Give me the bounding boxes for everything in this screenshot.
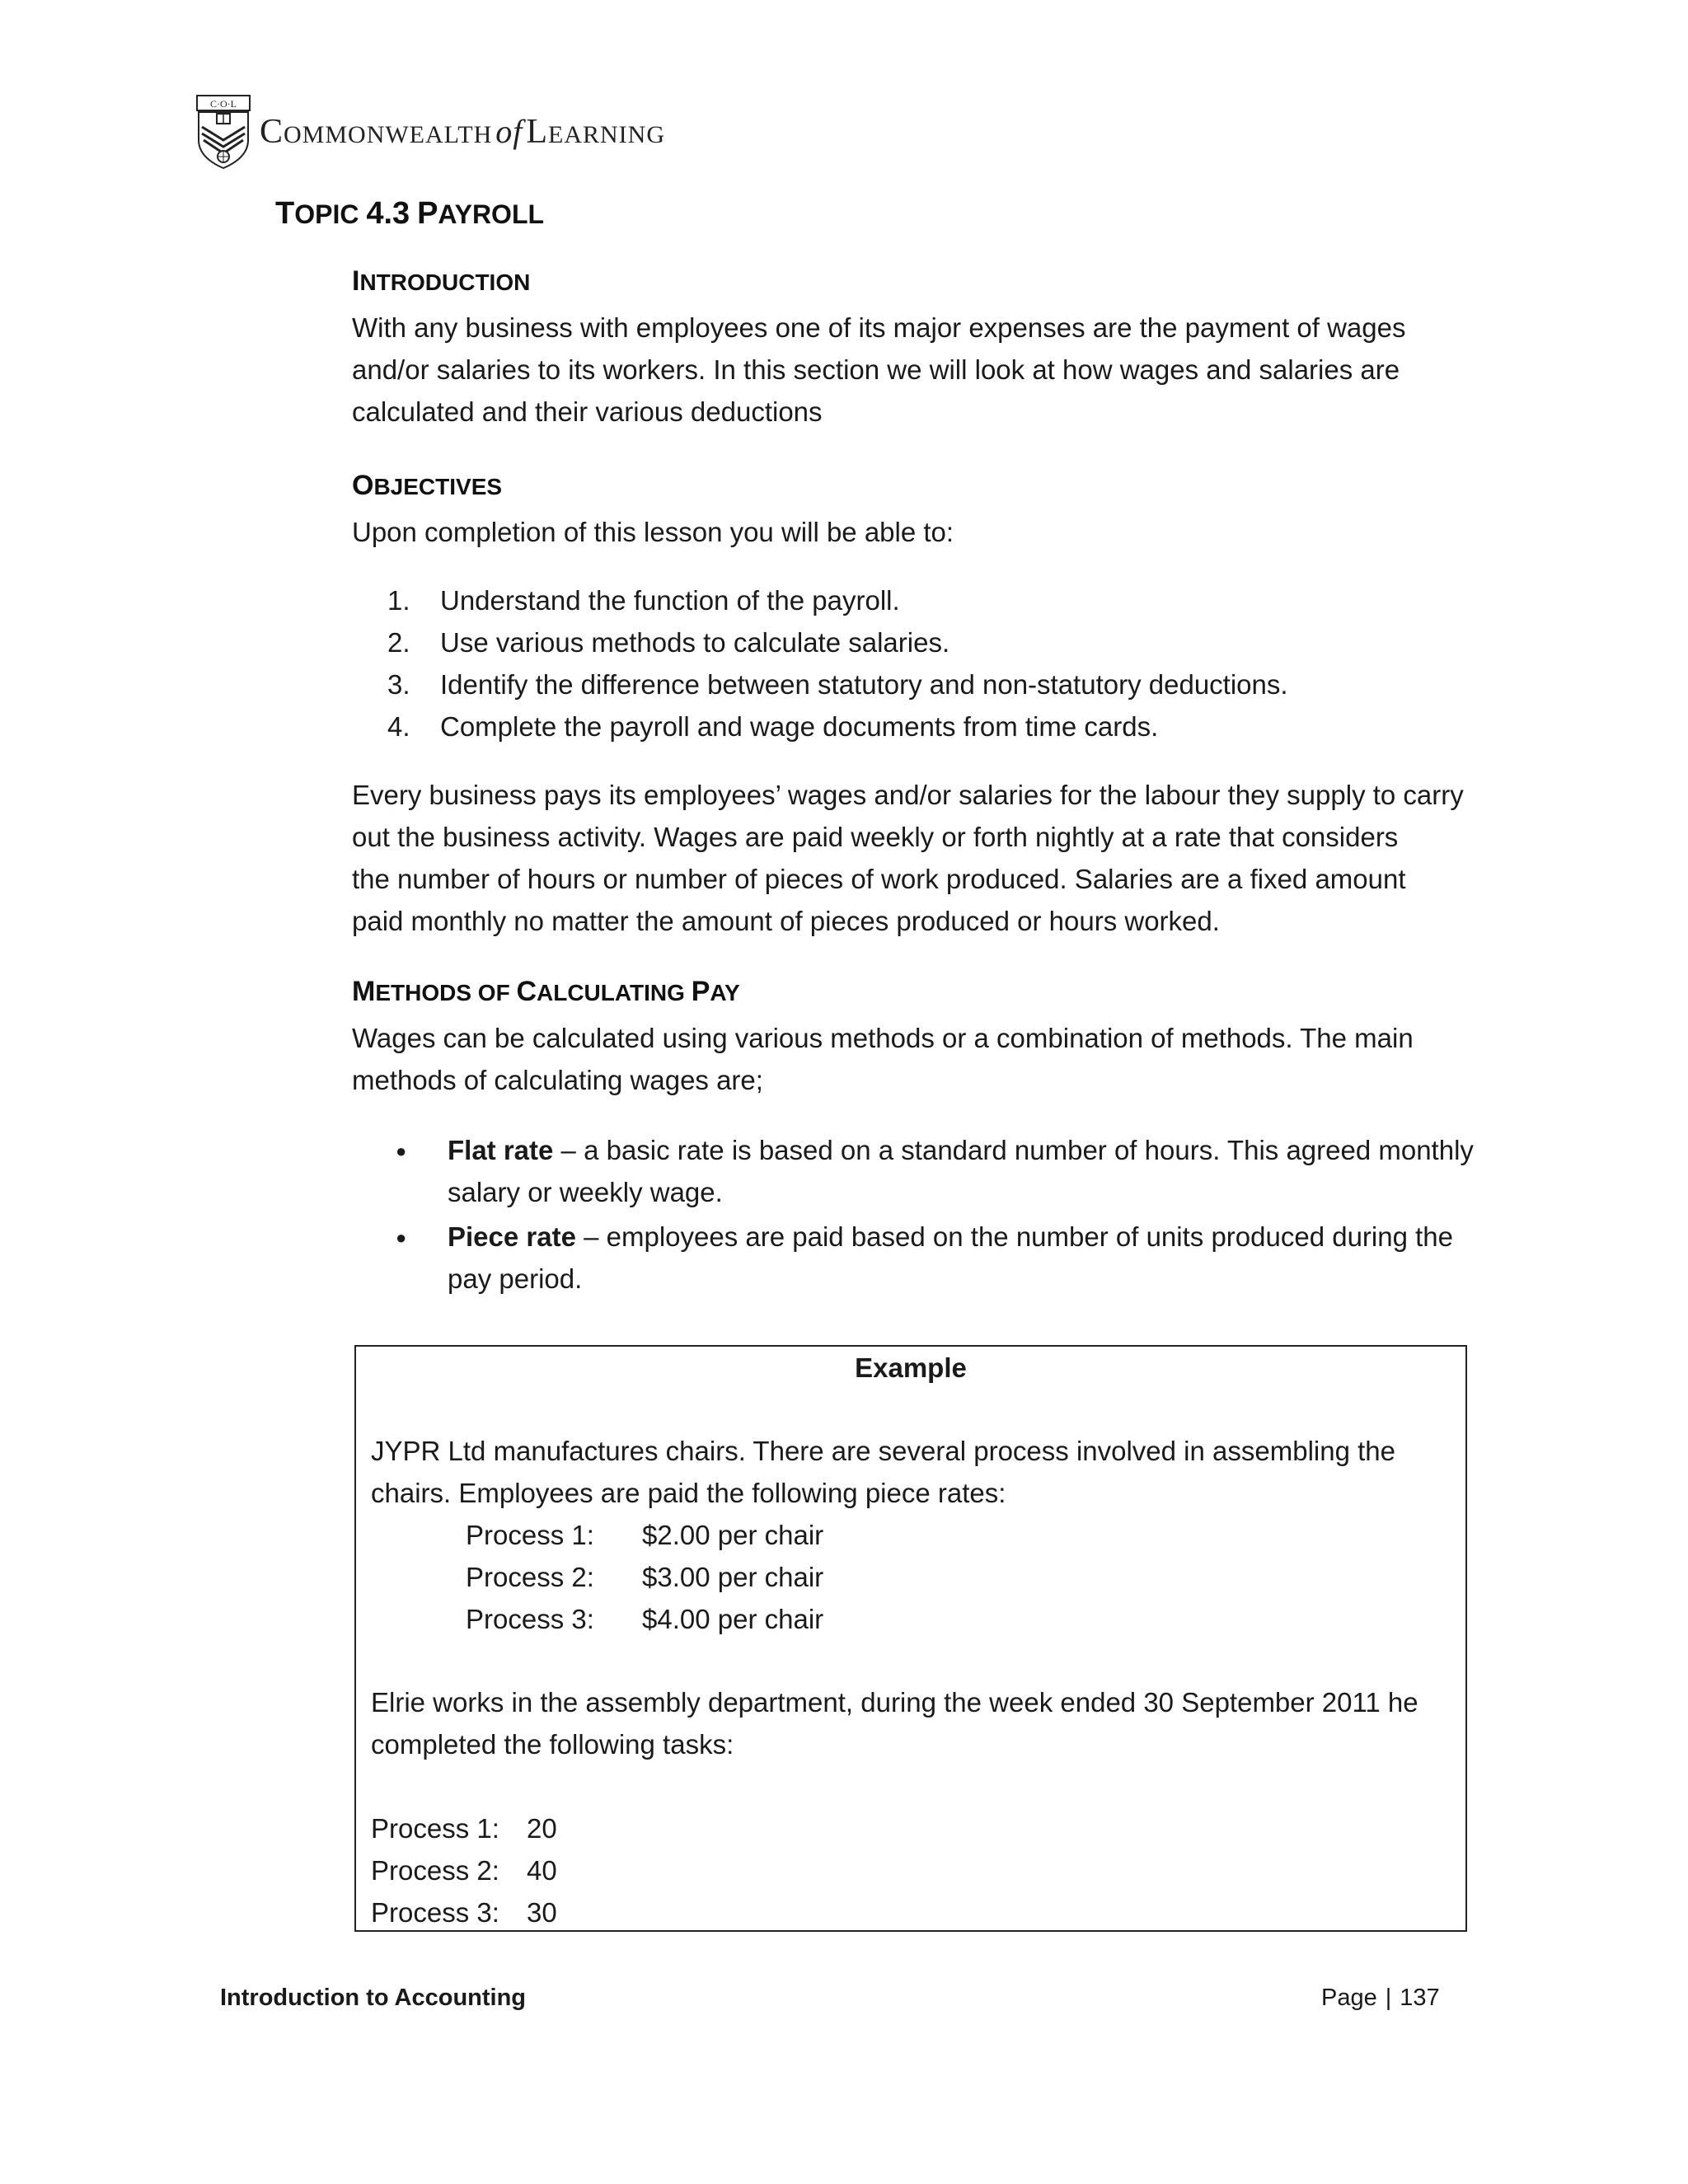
rate-row: Process 2: $3.00 per chair: [466, 1562, 824, 1592]
text-line: Wages can be calculated using various methods or a combination of methods. The main: [352, 1023, 1414, 1053]
rate-row: Process 1: $2.00 per chair: [466, 1520, 824, 1550]
text-line: the number of hours or number of pieces of work produced. Salaries are a fixed amount: [352, 864, 1406, 894]
text-line: Every business pays its employees’ wages and/or salaries for the labour they supply to carry: [352, 780, 1464, 810]
example-title: Example: [855, 1352, 967, 1383]
text-line: With any business with employees one of its major expenses are the payment of wages: [352, 312, 1406, 343]
example-box: [354, 1345, 1467, 1932]
logo-wordmark: COMMONWEALTH ofLEARNING: [260, 113, 666, 151]
methods-paragraph: [352, 1017, 1473, 1101]
list-item: 4. Complete the payroll and wage documents from time cards.: [387, 711, 1159, 742]
list-item: 2. Use various methods to calculate salaries.: [387, 627, 950, 658]
list-item: ● Flat rate – a basic rate is based on a standard number of hours. This agreed monthly salary or weekly wage.: [396, 1129, 1475, 1213]
footer-course-title: Introduction to Accounting: [220, 1985, 527, 2011]
text-line: completed the following tasks:: [371, 1729, 734, 1760]
term-flat-rate: Flat rate: [448, 1135, 554, 1165]
task-row: Process 1: 20: [371, 1813, 557, 1844]
svg-text:C·O·L: C·O·L: [210, 98, 237, 110]
methods-heading: METHODS OF CALCULATING PAY: [352, 976, 740, 1007]
introduction-heading: INTRODUCTION: [352, 265, 531, 297]
list-item: 3. Identify the difference between statutory and non-statutory deductions.: [387, 669, 1288, 700]
task-row: Process 3: 30: [371, 1897, 557, 1928]
bullet-icon: ●: [396, 1227, 407, 1248]
rate-row: Process 3: $4.00 per chair: [466, 1604, 824, 1634]
methods-bullet-list: [396, 1129, 1475, 1302]
body-paragraph: [352, 774, 1473, 942]
objectives-lead: Upon completion of this lesson you will be able to:: [352, 517, 954, 547]
col-logo: [195, 94, 665, 170]
footer-page-number: Page | 137: [1321, 1985, 1440, 2011]
list-item: 1. Understand the function of the payroll.: [387, 585, 900, 616]
objectives-list: [387, 579, 1475, 748]
bullet-icon: ●: [396, 1141, 407, 1161]
text-line: Elrie works in the assembly department, during the week ended 30 September 2011 he: [371, 1687, 1418, 1718]
text-line: methods of calculating wages are;: [352, 1065, 763, 1095]
text-line: and/or salaries to its workers. In this section we will look at how wages and salaries are: [352, 354, 1400, 385]
list-item: ● Piece rate – employees are paid based on the number of units produced during the pay period.: [396, 1216, 1475, 1300]
topic-heading: TOPIC 4.3 PAYROLL: [275, 196, 545, 231]
task-row: Process 2: 40: [371, 1855, 557, 1886]
introduction-paragraph: [352, 307, 1473, 433]
col-shield-icon: [195, 94, 251, 170]
text-line: calculated and their various deductions: [352, 396, 823, 427]
text-line: JYPR Ltd manufactures chairs. There are several process involved in assembling the: [371, 1436, 1395, 1466]
text-line: out the business activity. Wages are paid weekly or forth nightly at a rate that considers: [352, 822, 1399, 852]
text-line: chairs. Employees are paid the following piece rates:: [371, 1478, 1006, 1508]
objectives-heading: OBJECTIVES: [352, 470, 503, 501]
text-line: paid monthly no matter the amount of pieces produced or hours worked.: [352, 906, 1220, 936]
term-piece-rate: Piece rate: [448, 1221, 576, 1252]
